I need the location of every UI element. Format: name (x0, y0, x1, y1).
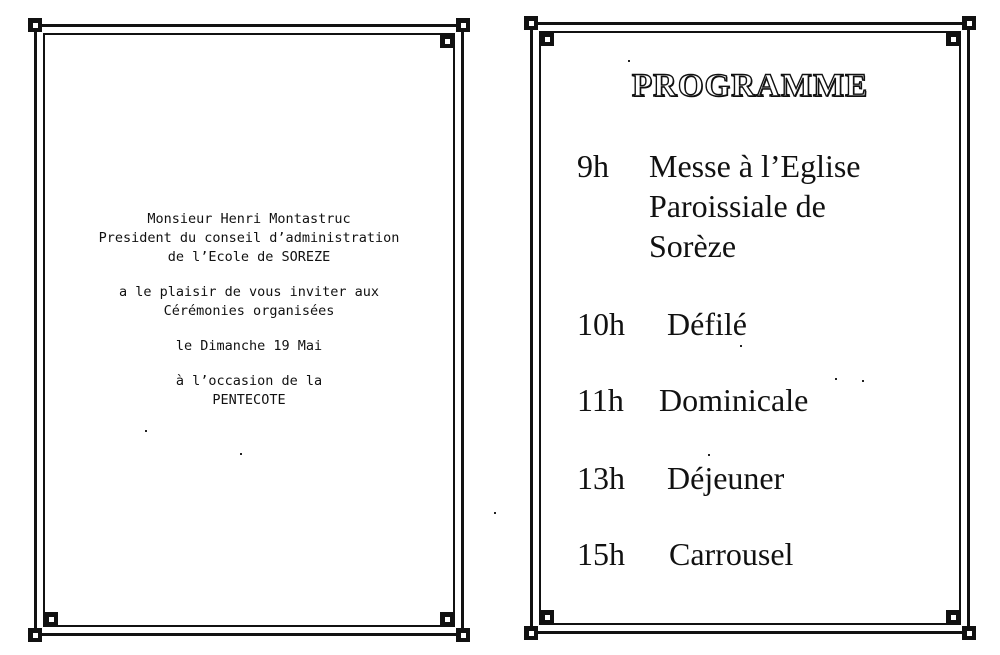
programme-description (667, 304, 747, 344)
corner-ornament-icon (440, 34, 454, 48)
scan-speck (835, 378, 837, 380)
corner-ornament-icon (28, 628, 42, 642)
programme-description-line: Dominicale (659, 382, 809, 418)
corner-ornament-icon (962, 16, 976, 30)
corner-ornament-icon (524, 626, 538, 640)
corner-ornament-icon (456, 18, 470, 32)
occasion-name: PENTECOTE (212, 392, 286, 408)
corner-ornament-icon (946, 32, 960, 46)
ceremonies-text: Cérémonies organisées (163, 303, 335, 319)
scan-speck (740, 345, 742, 347)
scan-speck (240, 453, 242, 455)
corner-ornament-icon (962, 626, 976, 640)
host-name: Monsieur Henri Montastruc (147, 211, 351, 227)
corner-ornament-icon (540, 610, 554, 624)
programme-time: 9h (577, 148, 609, 184)
programme-title: PROGRAMME (631, 68, 869, 104)
invitation-phrase: a le plaisir de vous inviter aux (118, 284, 380, 300)
programme-description (649, 146, 861, 266)
scan-speck (145, 430, 147, 432)
scan-speck (494, 512, 496, 514)
programme-description-line: Déjeuner (667, 460, 785, 496)
host-title: President du conseil d’administration (98, 230, 400, 246)
corner-ornament-icon (946, 610, 960, 624)
programme-description (669, 534, 793, 574)
programme-time: 10h (577, 306, 625, 342)
programme-time: 11h (577, 382, 624, 418)
corner-ornament-icon (456, 628, 470, 642)
corner-ornament-icon (440, 612, 454, 626)
invitation-text (34, 210, 464, 410)
scan-speck (708, 454, 710, 456)
programme-description-line: Carrousel (669, 536, 794, 572)
corner-ornament-icon (524, 16, 538, 30)
event-date: le Dimanche 19 Mai (175, 338, 323, 354)
school-name: de l’Ecole de SOREZE (167, 249, 331, 265)
programme-description-line: Défilé (667, 306, 747, 342)
programme-time: 15h (577, 536, 625, 572)
corner-ornament-icon (44, 612, 58, 626)
scan-speck (628, 60, 630, 62)
programme-description-line: Sorèze (649, 228, 737, 264)
scan-speck (862, 380, 864, 382)
programme-description (659, 380, 808, 420)
programme-time: 13h (577, 460, 625, 496)
corner-ornament-icon (540, 32, 554, 46)
programme-description-line: Messe à l’Eglise (649, 148, 861, 184)
programme-description-line: Paroissiale de (649, 188, 826, 224)
occasion-phrase: à l’occasion de la (175, 373, 323, 389)
corner-ornament-icon (28, 18, 42, 32)
programme-description (667, 458, 784, 498)
